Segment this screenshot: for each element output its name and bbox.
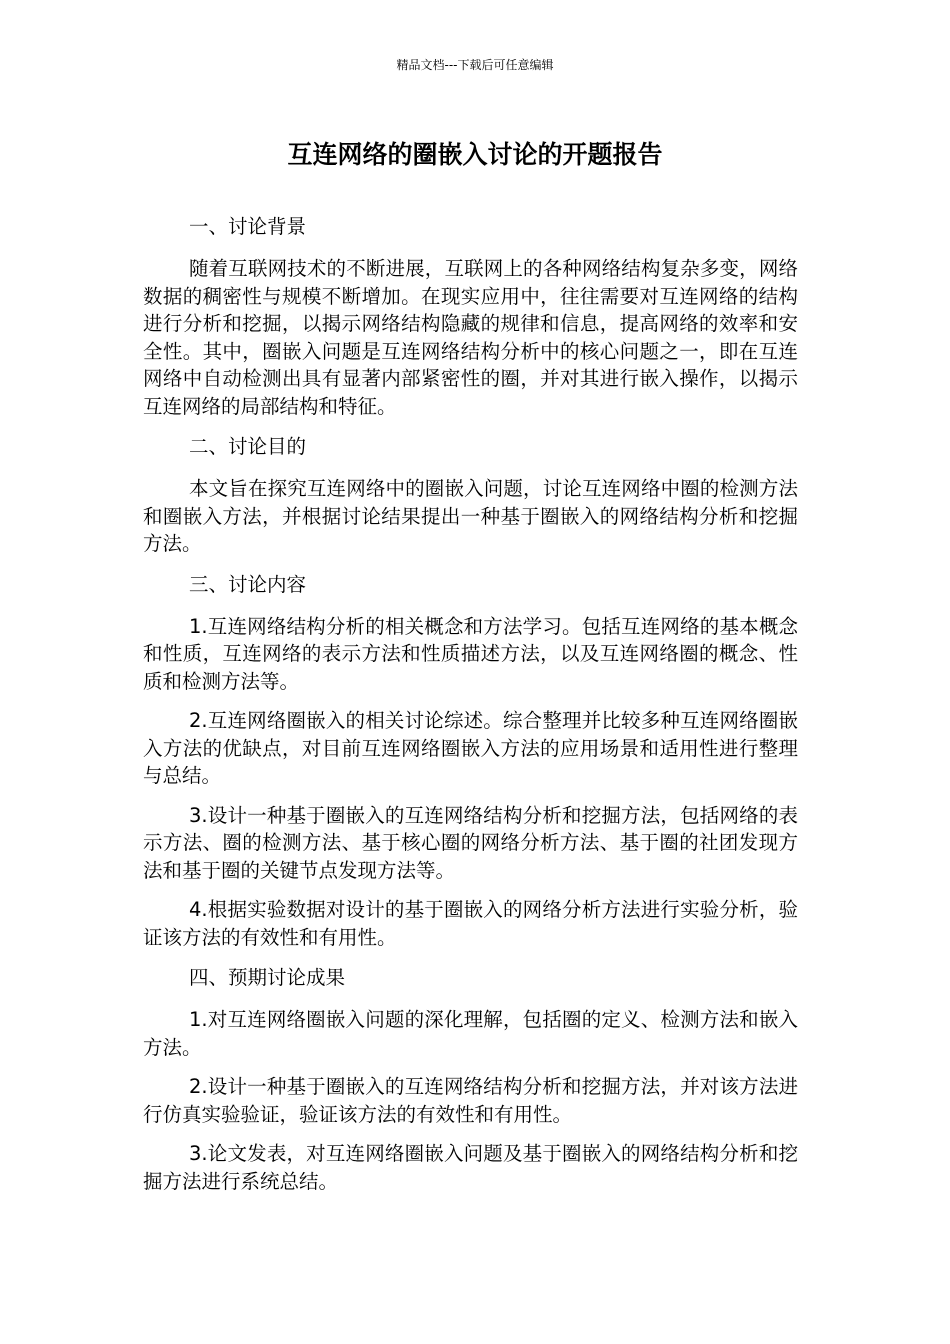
header-note: 精品文档---下载后可任意编辑 bbox=[396, 58, 554, 72]
paragraph: 本文旨在探究互连网络中的圈嵌入问题，讨论互连网络中圈的检测方法和圈嵌入方法，并根据讨论结果提出一种基于圈嵌入的网络结构分析和挖掘方法。 bbox=[143, 477, 798, 555]
document-title: 互连网络的圈嵌入讨论的开题报告 bbox=[287, 140, 663, 169]
list-item-paragraph: 2.互连网络圈嵌入的相关讨论综述。综合整理并比较多种互连网络圈嵌入方法的优缺点，对目前互连网络圈嵌入方法的应用场景和适用性进行整理与总结。 bbox=[143, 709, 798, 787]
paragraph: 随着互联网技术的不断进展，互联网上的各种网络结构复杂多变，网络数据的稠密性与规模不断增加。在现实应用中，往往需要对互连网络的结构进行分析和挖掘，以揭示网络结构隐藏的规律和信息，提高网络的效率和安全性。其中，圈嵌入问题是互连网络结构分析中的核心问题之一，即在互连网络中自动检测出具有显著内部紧密性的圈，并对其进行嵌入操作，以揭示互连网络的局部结构和特征。 bbox=[143, 257, 798, 418]
list-item-paragraph: 3.论文发表，对互连网络圈嵌入问题及基于圈嵌入的网络结构分析和挖掘方法进行系统总结。 bbox=[143, 1142, 798, 1193]
list-item-paragraph: 1.对互连网络圈嵌入问题的深化理解，包括圈的定义、检测方法和嵌入方法。 bbox=[143, 1008, 798, 1059]
list-item-paragraph: 3.设计一种基于圈嵌入的互连网络结构分析和挖掘方法，包括网络的表示方法、圈的检测方法、基于核心圈的网络分析方法、基于圈的社团发现方法和基于圈的关键节点发现方法等。 bbox=[143, 803, 798, 882]
section-heading-content: 三、讨论内容 bbox=[189, 572, 307, 596]
section-heading-purpose: 二、讨论目的 bbox=[189, 435, 307, 458]
list-item-paragraph: 1.互连网络结构分析的相关概念和方法学习。包括互连网络的基本概念和性质，互连网络的表示方法和性质描述方法，以及互连网络圈的概念、性质和检测方法等。 bbox=[143, 614, 798, 693]
list-item-paragraph: 4.根据实验数据对设计的基于圈嵌入的网络分析方法进行实验分析，验证该方法的有效性和有用性。 bbox=[143, 898, 798, 949]
section-heading-expected-results: 四、预期讨论成果 bbox=[189, 966, 346, 989]
document-body bbox=[143, 212, 798, 1207]
list-item-paragraph: 2.设计一种基于圈嵌入的互连网络结构分析和挖掘方法，并对该方法进行仿真实验验证，验证该方法的有效性和有用性。 bbox=[143, 1075, 798, 1126]
section-heading-background: 一、讨论背景 bbox=[189, 215, 307, 238]
